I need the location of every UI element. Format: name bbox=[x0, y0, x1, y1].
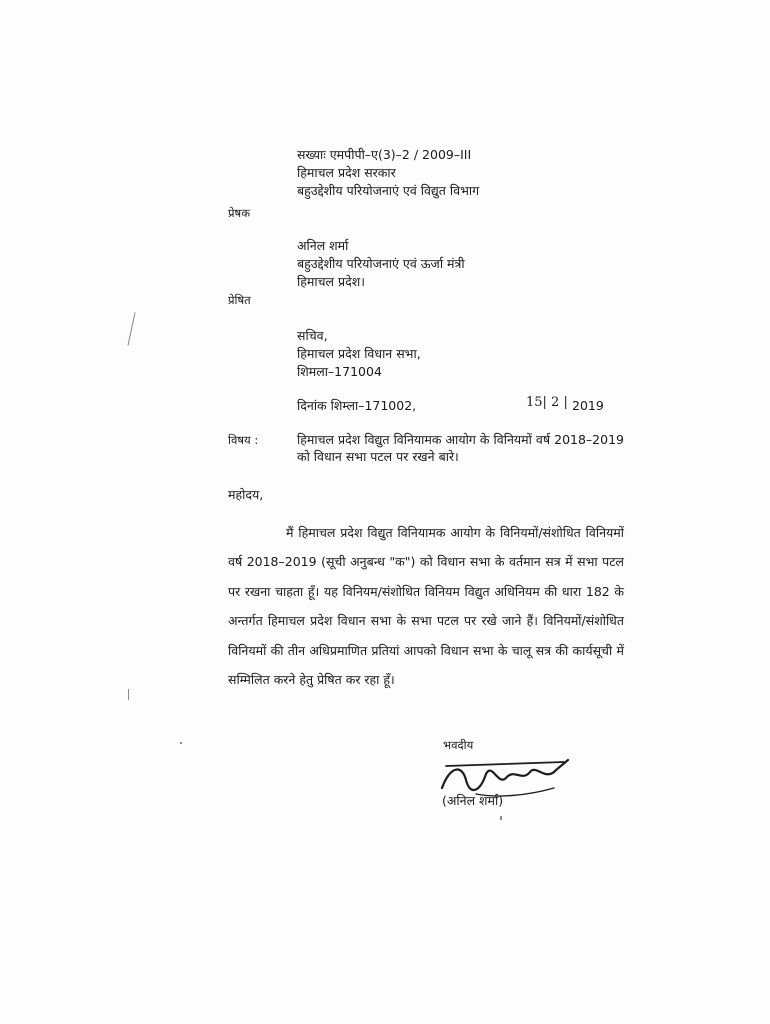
reference-number: सख्याः एमपीपी–ए(3)–2 / 2009–III bbox=[297, 147, 472, 162]
government-name: हिमाचल प्रदेश सरकार bbox=[297, 165, 396, 180]
sender-name: अनिल शर्मा bbox=[297, 238, 349, 253]
sender-state: हिमाचल प्रदेश। bbox=[297, 274, 365, 289]
recipient-address: शिमला–171004 bbox=[297, 364, 382, 379]
scan-mark bbox=[180, 742, 182, 744]
sender-designation: बहुउद्देशीय परियोजनाएं एवं ऊर्जा मंत्री bbox=[297, 256, 465, 271]
letter-body: मैं हिमाचल प्रदेश विद्युत विनियामक आयोग के विनियमों/संशोधित विनियमों वर्ष 2018–2019 (सूची अनुबन्ध "क") को विधान सभा के वर्तमान सत्र में सभा पटल पर रखना चाहता हूँ। यह विनियम/संशोधित विनियम विद्युत अधिनियम की धारा 182 के अन्तर्गत हिमाचल प्रदेश विधान सभा के सभा पटल पर रखे जाने हैं। विनियमों/संशोधित विनियमों की तीन अधिप्रमाणित प्रतियां आपको विधान सभा के चालू सत्र की कार्यसूची में सम्मिलित करने हेतु प्रेषित कर रहा हूँ। bbox=[228, 525, 624, 688]
recipient-title: सचिव, bbox=[297, 328, 328, 343]
sender-label: प्रेषक bbox=[228, 206, 251, 220]
signature-name: (अनिल शर्मा) bbox=[442, 793, 504, 808]
recipient-label: प्रेषित bbox=[228, 293, 251, 307]
date-place: दिनांक शिम्ला–171002, bbox=[297, 398, 417, 413]
subject-text: हिमाचल प्रदेश विद्युत विनियामक आयोग के विनियमों वर्ष 2018–2019 को विधान सभा पटल पर रखने बारे। bbox=[297, 432, 624, 464]
recipient-office: हिमाचल प्रदेश विधान सभा, bbox=[297, 346, 421, 361]
scan-mark bbox=[128, 689, 129, 700]
department-name: बहुउद्देशीय परियोजनाएं एवं विद्युत विभाग bbox=[297, 183, 480, 198]
date-handwritten: 15| 2 | bbox=[526, 395, 568, 410]
scan-mark bbox=[500, 816, 502, 820]
scan-mark bbox=[127, 312, 135, 345]
subject-label: विषय : bbox=[228, 433, 259, 447]
salutation: महोदय, bbox=[228, 487, 264, 502]
date-year: 2019 bbox=[572, 398, 604, 413]
closing: भवदीय bbox=[443, 738, 474, 752]
